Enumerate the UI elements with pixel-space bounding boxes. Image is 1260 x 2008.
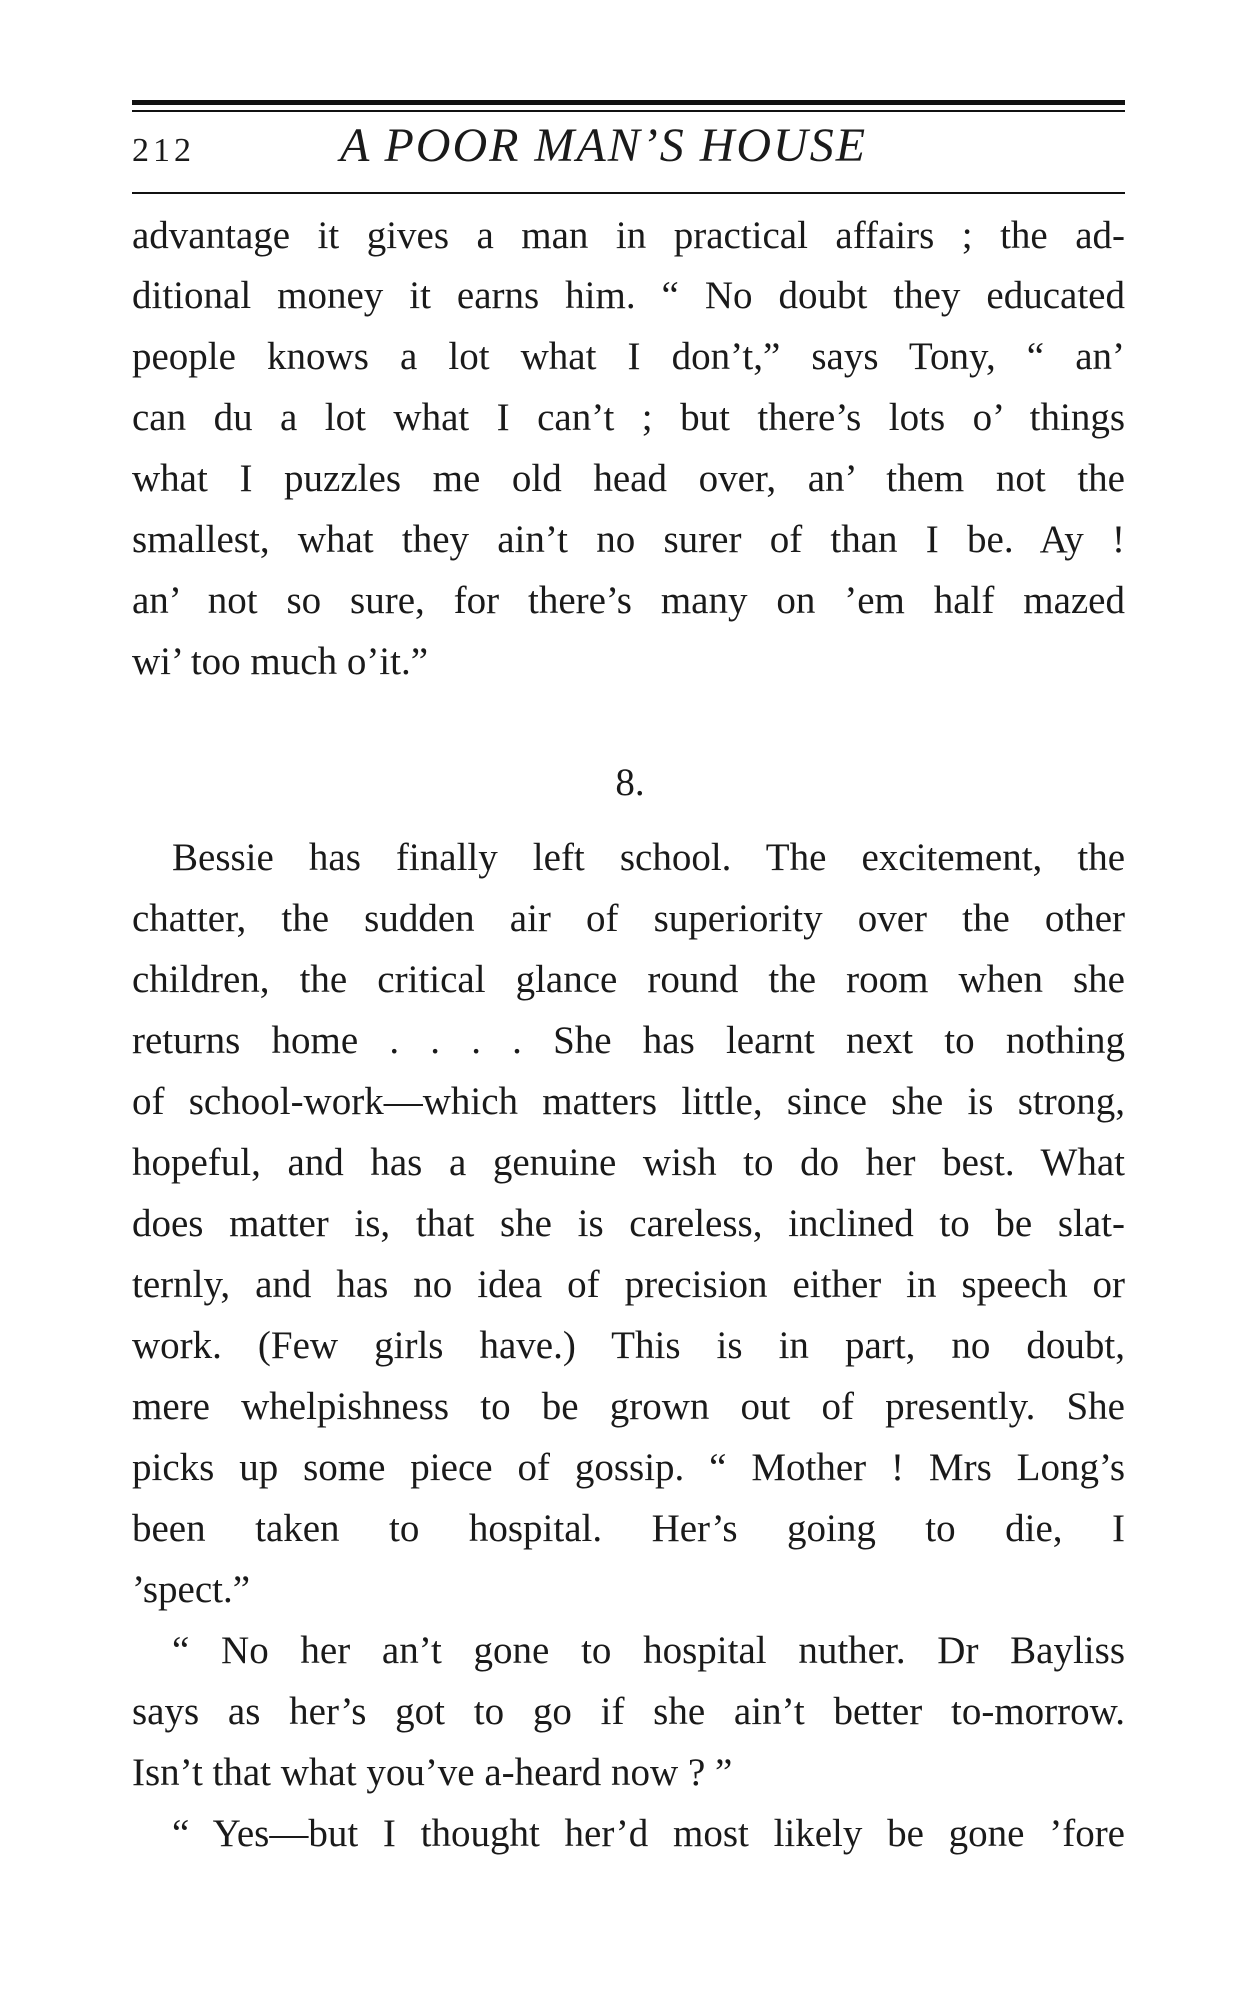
text-line: ternly, and has no idea of precision either in speech or [132,1263,1125,1306]
text-line: does matter is, that she is careless, inclined to be slat- [132,1202,1125,1245]
text-line: “ No her an’t gone to hospital nuther. Dr Bayliss [172,1629,1125,1672]
running-title: A POOR MAN’S HOUSE [340,119,868,172]
text-line: an’ not so sure, for there’s many on ’em half mazed [132,579,1125,622]
header-rule-thin [132,110,1125,112]
text-line: wi’ too much o’it.” [132,640,429,683]
text-line: hopeful, and has a genuine wish to do her best. What [132,1141,1125,1184]
header-rule-thick [132,100,1125,105]
text-line: says as her’s got to go if she ain’t better to-morrow. [132,1690,1125,1733]
text-line: picks up some piece of gossip. “ Mother ! Mrs Long’s [132,1446,1125,1489]
section-number: 8. [615,761,645,804]
text-line: can du a lot what I can’t ; but there’s lots o’ things [132,396,1125,439]
text-line: chatter, the sudden air of superiority over the other [132,897,1125,940]
text-line: what I puzzles me old head over, an’ them not the [132,457,1125,500]
text-line: mere whelpishness to be grown out of presently. She [132,1385,1125,1428]
header-underline [132,192,1125,194]
text-line: of school-work—which matters little, since she is strong, [132,1080,1125,1123]
text-line: smallest, what they ain’t no surer of than I be. Ay ! [132,518,1125,561]
text-line: been taken to hospital. Her’s going to die, I [132,1507,1125,1550]
text-line: Isn’t that what you’ve a-heard now ? ” [132,1751,733,1794]
text-line: returns home . . . . She has learnt next to nothing [132,1019,1125,1062]
text-line: Bessie has finally left school. The excitement, the [172,836,1125,879]
text-line: ’spect.” [132,1568,251,1611]
text-line: children, the critical glance round the room when she [132,958,1125,1001]
text-line: “ Yes—but I thought her’d most likely be gone ’fore [172,1812,1125,1855]
text-line: advantage it gives a man in practical affairs ; the ad- [132,214,1125,257]
page-number: 212 [132,132,195,169]
text-line: people knows a lot what I don’t,” says Tony, “ an’ [132,335,1125,378]
text-line: work. (Few girls have.) This is in part, no doubt, [132,1324,1125,1367]
text-line: ditional money it earns him. “ No doubt they educated [132,274,1125,317]
